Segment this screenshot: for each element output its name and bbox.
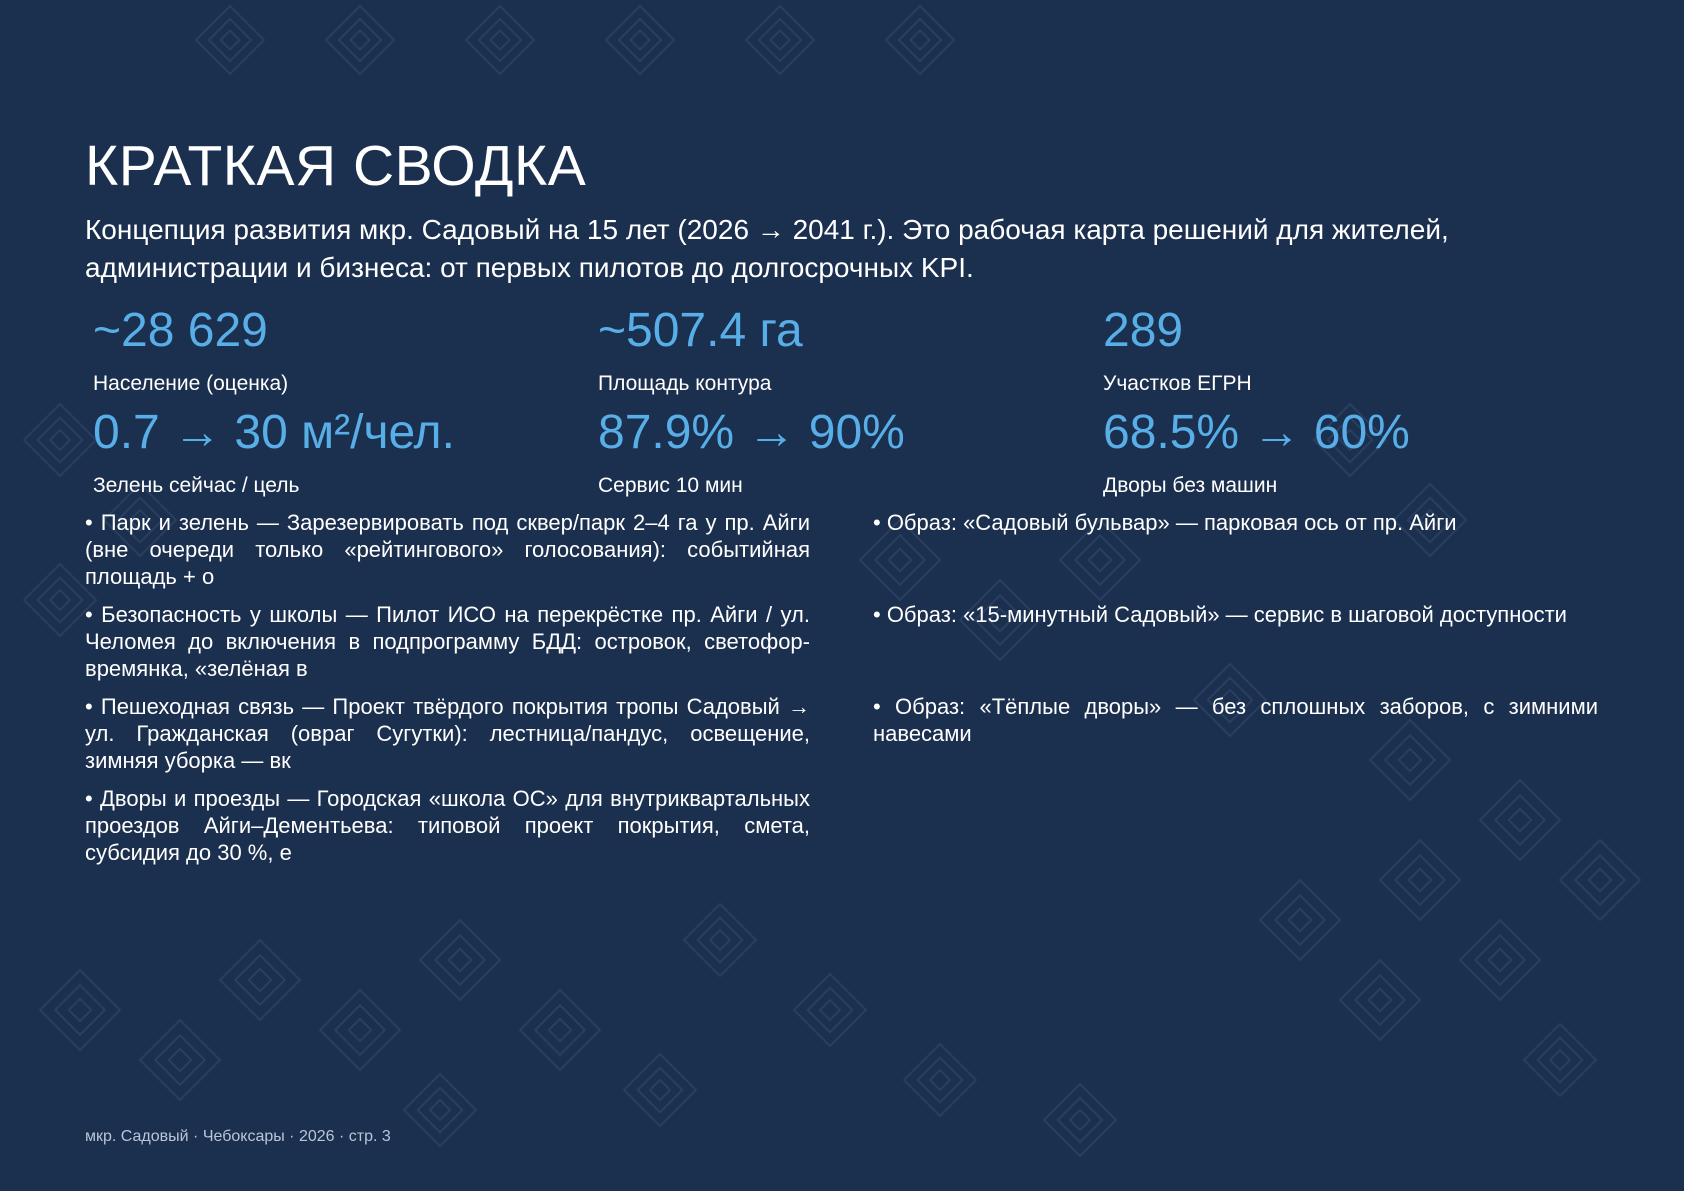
ornament-diamond: [770, 30, 789, 49]
ornament-diamond: [698, 918, 743, 963]
vision-item: • Образ: «15-минутный Садовый» — сервис в шаговой доступности: [873, 602, 1567, 627]
initiative-item: • Безопасность у школы — Пилот ИСО на перекрёстке пр. Айги / ул. Челомея до включения в подпрограмму БДД: островок, светофор-времянка, «зелёная в: [85, 602, 810, 681]
page-footer: мкр. Садовый · Чебоксары · 2026 · стр. 3: [85, 1128, 391, 1145]
ornament-diamond: [320, 990, 400, 1070]
kpi-value: 87.9% → 90%: [598, 406, 905, 459]
ornament-diamond: [624, 1054, 696, 1126]
ornament-diamond: [169, 1049, 191, 1071]
ornament-diamond: [1475, 935, 1525, 985]
ornament-diamond: [50, 430, 70, 450]
kpi-card: [93, 300, 593, 397]
ornament-diamond: [1509, 809, 1531, 831]
kpi-label: Участков ЕГРН: [1103, 372, 1252, 395]
ornament-diamond: [220, 30, 239, 49]
ornament-diamond: [140, 1020, 220, 1100]
ornament-diamond: [794, 974, 866, 1046]
kpi-grid: [93, 300, 1603, 508]
ornament-diamond: [449, 949, 471, 971]
ornament-diamond: [638, 1068, 683, 1113]
ornament-diamond: [220, 940, 300, 1020]
ornament-diamond: [1260, 880, 1340, 960]
ornament-diamond: [235, 955, 285, 1005]
ornament-diamond: [1524, 1024, 1596, 1096]
ornament-diamond: [549, 1019, 571, 1041]
ornament-diamond: [435, 935, 485, 985]
initiative-item: • Пешеходная связь — Проект твёрдого покрытия тропы Садовый → ул. Гражданская (овраг Сугутки): лестница/пандус, освещение, зимняя уборка — вк: [85, 694, 810, 773]
ornament-diamond: [820, 1000, 840, 1020]
ornament-diamond: [1355, 975, 1405, 1025]
ornament-diamond: [808, 988, 853, 1033]
ornament-diamond: [606, 6, 674, 74]
ornament-diamond: [24, 404, 96, 476]
kpi-value: 68.5% → 60%: [1103, 406, 1410, 459]
ornament-diamond: [1395, 855, 1445, 905]
ornament-diamond: [249, 969, 271, 991]
ornament-diamond: [420, 920, 500, 1000]
ornament-diamond: [1340, 960, 1420, 1040]
kpi-label: Сервис 10 мин: [598, 474, 743, 497]
ornament-diamond: [684, 904, 756, 976]
kpi-card: [598, 300, 1098, 397]
kpi-value: ~28 629: [93, 304, 268, 357]
initiatives-list: [85, 509, 810, 877]
ornament-diamond: [886, 6, 954, 74]
ornament-diamond: [630, 30, 649, 49]
kpi-label: Площадь контура: [598, 372, 772, 395]
ornament-diamond: [430, 1100, 450, 1120]
kpi-card: [1103, 402, 1603, 499]
ornament-diamond: [904, 1044, 976, 1116]
ornament-diamond: [418, 1088, 463, 1133]
ornament-diamond: [326, 6, 394, 74]
ornament-diamond: [490, 30, 509, 49]
ornament-diamond: [930, 1070, 950, 1090]
ornament-diamond: [155, 1035, 205, 1085]
ornament-diamond: [710, 930, 730, 950]
ornament-diamond: [349, 1019, 371, 1041]
kpi-value: ~507.4 га: [598, 304, 803, 357]
ornament-diamond: [1495, 795, 1545, 845]
ornament-diamond: [38, 418, 83, 463]
ornament-diamond: [1369, 989, 1391, 1011]
ornament-diamond: [1560, 840, 1640, 920]
ornament-diamond: [50, 590, 70, 610]
page-subtitle: Концепция развития мкр. Садовый на 15 лет (2026 → 2041 г.). Это рабочая карта решений для жителей, администрации и бизнеса: от первых пилотов до долгосрочных KPI.: [85, 214, 1449, 283]
ornament-diamond: [650, 1080, 670, 1100]
vision-list: [873, 509, 1598, 785]
ornament-diamond: [746, 6, 814, 74]
ornament-diamond: [1409, 869, 1431, 891]
kpi-card: [93, 402, 593, 499]
kpi-card: [598, 402, 1098, 499]
page-title: КРАТКАЯ СВОДКА: [85, 134, 587, 198]
ornament-diamond: [918, 1058, 963, 1103]
kpi-value: 289: [1103, 304, 1184, 357]
kpi-label: Население (оценка): [93, 372, 289, 395]
ornament-diamond: [1044, 1084, 1116, 1156]
ornament-diamond: [1460, 920, 1540, 1000]
initiative-item: • Дворы и проезды — Городская «школа ОС» для внутриквартальных проездов Айги–Дементьева: типовой проект покрытия, смета, субсидия до 30 %, е: [85, 786, 810, 865]
ornament-diamond: [1275, 895, 1325, 945]
kpi-label: Зелень сейчас / цель: [93, 474, 300, 497]
ornament-diamond: [466, 6, 534, 74]
ornament-diamond: [1589, 869, 1611, 891]
ornament-diamond: [38, 578, 83, 623]
ornament-diamond: [1380, 840, 1460, 920]
ornament-diamond: [1480, 780, 1560, 860]
ornament-diamond: [404, 1074, 476, 1146]
ornament-diamond: [1289, 909, 1311, 931]
ornament-diamond: [1058, 1098, 1103, 1143]
vision-item: • Образ: «Садовый бульвар» — парковая ось от пр. Айги: [873, 510, 1457, 535]
ornament-diamond: [40, 970, 120, 1050]
ornament-diamond: [479, 19, 521, 61]
kpi-value: 0.7 → 30 м²/чел.: [93, 406, 455, 459]
ornament-diamond: [335, 1005, 385, 1055]
ornament-diamond: [899, 19, 941, 61]
ornament-diamond: [1550, 1050, 1570, 1070]
ornament-diamond: [209, 19, 251, 61]
ornament-diamond: [1538, 1038, 1583, 1083]
kpi-label: Дворы без машин: [1103, 474, 1278, 497]
ornament-diamond: [619, 19, 661, 61]
ornament-diamond: [55, 985, 105, 1035]
ornament-diamond: [535, 1005, 585, 1055]
ornament-diamond: [1489, 949, 1511, 971]
ornament-diamond: [339, 19, 381, 61]
vision-item: • Образ: «Тёплые дворы» — без сплошных заборов, с зимними навесами: [873, 694, 1598, 746]
ornament-diamond: [759, 19, 801, 61]
ornament-diamond: [910, 30, 929, 49]
ornament-diamond: [69, 999, 91, 1021]
initiative-item: • Парк и зелень — Зарезервировать под сквер/парк 2–4 га у пр. Айги (вне очереди только «рейтингового» голосования): событийная площадь + о: [85, 510, 810, 589]
kpi-card: [1103, 300, 1603, 397]
ornament-diamond: [1070, 1110, 1090, 1130]
ornament-diamond: [520, 990, 600, 1070]
ornament-diamond: [1575, 855, 1625, 905]
ornament-diamond: [196, 6, 264, 74]
ornament-diamond: [350, 30, 369, 49]
